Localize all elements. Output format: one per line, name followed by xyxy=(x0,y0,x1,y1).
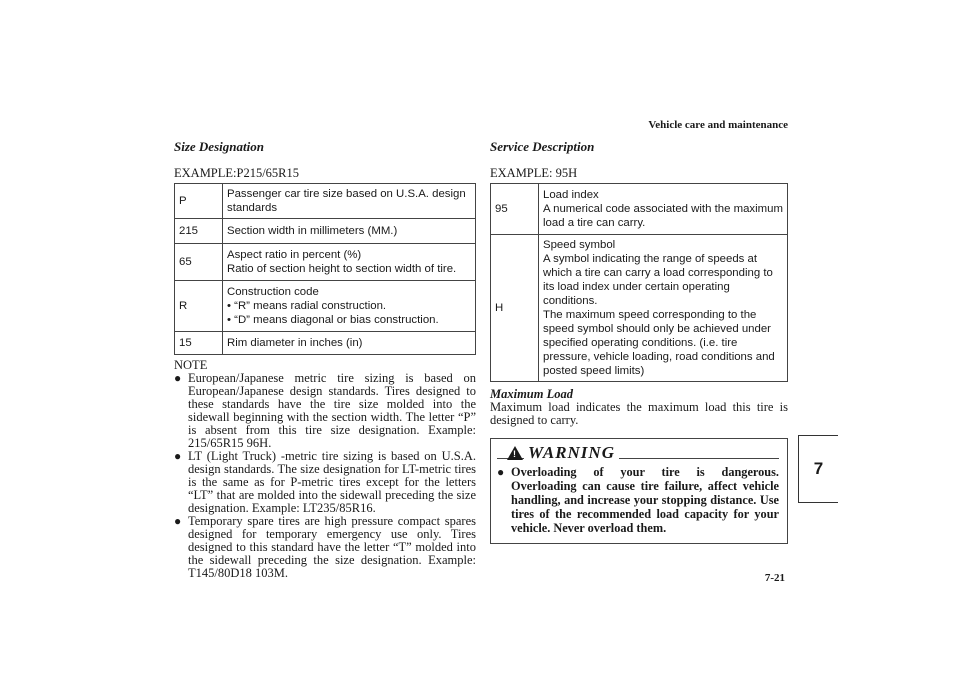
chapter-tab: 7 xyxy=(798,435,838,503)
size-designation-title: Size Designation xyxy=(174,139,264,154)
bullet-icon: ● xyxy=(174,371,182,385)
warning-box xyxy=(490,438,788,544)
size-designation-table xyxy=(174,183,476,355)
table-row xyxy=(175,184,476,219)
cell-text: Construction code xyxy=(227,286,319,298)
cell-text: Ratio of section height to section width of tire. xyxy=(227,263,457,275)
page-number: 7-21 xyxy=(764,572,785,584)
list-item xyxy=(174,515,476,580)
table-value-cell xyxy=(223,281,476,332)
table-key-cell: P xyxy=(175,184,223,219)
warning-text: Overloading of your tire is dangerous. Overloading can cause tire failure, affect vehicle handling, and increase your stopping distance. Use tires of the recommended load capacity for your vehicle. Never overload them. xyxy=(511,465,779,535)
table-value-cell xyxy=(223,184,476,219)
cell-text: A numerical code associated with the maximum load a tire can carry. xyxy=(543,203,783,229)
service-description-table xyxy=(490,183,788,382)
size-example: EXAMPLE:P215/65R15 xyxy=(174,166,300,180)
table-row xyxy=(175,244,476,281)
table-key-cell: 215 xyxy=(175,219,223,244)
warning-triangle-icon xyxy=(507,446,523,460)
warning-header xyxy=(497,443,779,465)
note-label: NOTE xyxy=(174,358,208,372)
table-row xyxy=(175,281,476,332)
warning-text-item xyxy=(497,465,779,535)
cell-text: A symbol indicating the range of speeds at which a tire can carry a load corresponding to its load index under certain operating conditions. xyxy=(543,253,773,307)
note-text: LT (Light Truck) -metric tire sizing is based on U.S.A. design standards. The size designation for LT-metric tires is the same as for P-metric tires except for the letters “LT” that are molded into the sidewall preceding the size designation. Example: LT235/85R16. xyxy=(188,449,476,515)
right-column xyxy=(490,139,788,544)
bullet-icon: ● xyxy=(174,449,182,463)
list-item xyxy=(174,372,476,450)
service-description-title: Service Description xyxy=(490,139,595,154)
left-column xyxy=(174,139,476,580)
table-key-cell: H xyxy=(491,235,539,382)
table-value-cell xyxy=(223,332,476,355)
cell-text: • “D” means diagonal or bias construction. xyxy=(227,314,439,326)
table-row xyxy=(491,184,788,235)
table-row xyxy=(175,219,476,244)
warning-symbol-glyph: ! xyxy=(513,449,516,459)
table-key-cell: 15 xyxy=(175,332,223,355)
warning-title: WARNING xyxy=(524,443,619,463)
maximum-load-text: Maximum load indicates the maximum load this tire is designed to carry. xyxy=(490,400,788,427)
table-value-cell xyxy=(539,235,788,382)
table-value-cell xyxy=(539,184,788,235)
table-row xyxy=(175,332,476,355)
bullet-icon: ● xyxy=(174,514,182,528)
table-value-cell xyxy=(223,219,476,244)
bullet-icon: ● xyxy=(497,465,505,479)
cell-text: Section width in millimeters (MM.) xyxy=(227,225,398,237)
cell-text: Passenger car tire size based on U.S.A. design standards xyxy=(227,188,466,214)
cell-text: Rim diameter in inches (in) xyxy=(227,337,363,349)
cell-text: The maximum speed corresponding to the speed symbol should only be achieved under specified operating conditions. (i.e. tire pressure, vehicle loading, road conditions and posted speed limits) xyxy=(543,309,775,377)
note-list xyxy=(174,372,476,580)
table-row xyxy=(491,235,788,382)
cell-text: Load index xyxy=(543,189,599,201)
service-example: EXAMPLE: 95H xyxy=(490,166,578,180)
table-key-cell: R xyxy=(175,281,223,332)
table-value-cell xyxy=(223,244,476,281)
maximum-load-title: Maximum Load xyxy=(490,387,573,401)
list-item xyxy=(174,450,476,515)
cell-text: Aspect ratio in percent (%) xyxy=(227,249,362,261)
table-key-cell: 65 xyxy=(175,244,223,281)
cell-text: Speed symbol xyxy=(543,239,616,251)
note-text: European/Japanese metric tire sizing is based on European/Japanese design standards. Tires designed to these standards have the tire size molded into the sidewall beginning with the section width. The letter “P” is absent from this tire size designation. Example: 215/65R15 96H. xyxy=(188,371,476,450)
cell-text: • “R” means radial construction. xyxy=(227,300,387,312)
note-text: Temporary spare tires are high pressure compact spares designed for temporary emergency use only. Tires designed to this standard have the letter “T” molded into the sidewall preceding the size designation. Example: T145/80D18 103M. xyxy=(188,514,476,580)
table-key-cell: 95 xyxy=(491,184,539,235)
running-header: Vehicle care and maintenance xyxy=(648,119,788,131)
